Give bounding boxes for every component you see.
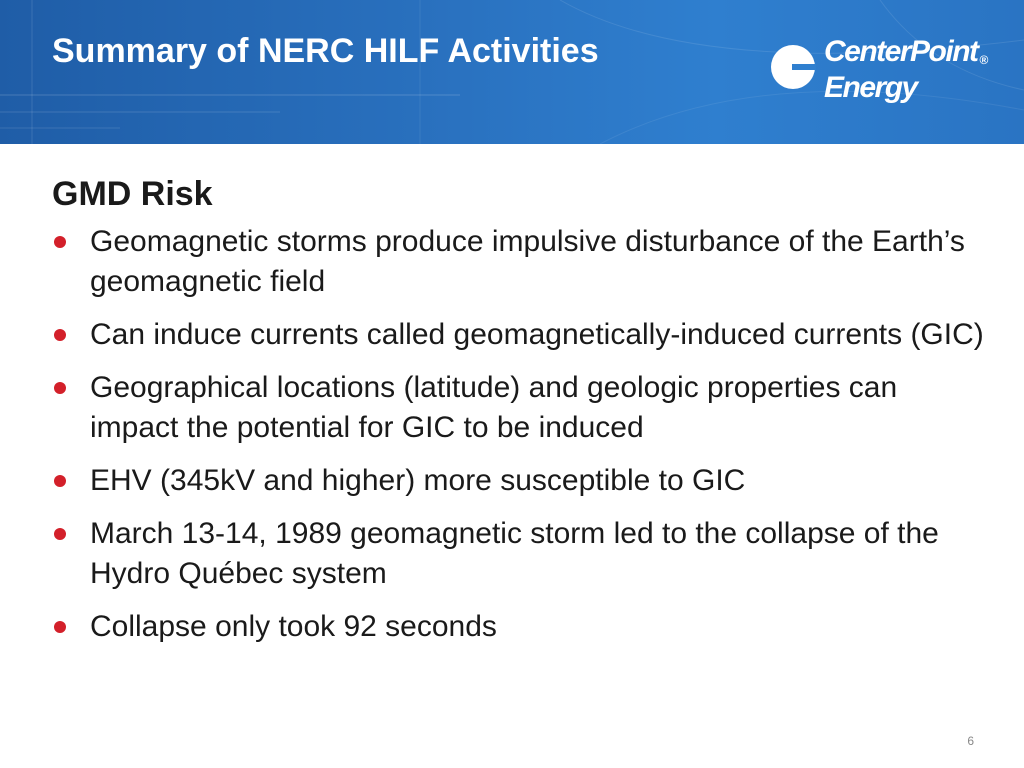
header-banner: [0, 0, 1024, 144]
bullet-dot-icon: [54, 329, 66, 341]
bullet-text: EHV (345kV and higher) more susceptible to GIC: [90, 464, 746, 497]
list-item: [52, 607, 992, 647]
page-number: 6: [967, 734, 974, 748]
slide-body: [52, 172, 992, 660]
list-item: [52, 315, 992, 355]
logo-line2: Energy: [824, 71, 917, 104]
bullet-text: Collapse only took 92 seconds: [90, 610, 497, 643]
centerpoint-logo-icon: [770, 44, 816, 90]
list-item: [52, 461, 992, 501]
logo-line1: CenterPoint: [824, 35, 978, 68]
slide-title: Summary of NERC HILF Activities: [52, 32, 599, 70]
logo-wordmark: [824, 34, 988, 106]
logo-registered-mark: ®: [979, 53, 989, 67]
bullet-text: Geographical locations (latitude) and geologic properties can impact the potential for GIC to be induced: [90, 371, 898, 444]
bullet-dot-icon: [54, 236, 66, 248]
section-heading: GMD Risk: [52, 175, 213, 213]
bullet-list: [52, 222, 992, 647]
list-item: [52, 514, 992, 594]
bullet-text: Geomagnetic storms produce impulsive disturbance of the Earth’s geomagnetic field: [90, 225, 965, 298]
bullet-text: Can induce currents called geomagnetically-induced currents (GIC): [90, 318, 984, 351]
bullet-dot-icon: [54, 382, 66, 394]
bullet-dot-icon: [54, 528, 66, 540]
bullet-dot-icon: [54, 621, 66, 633]
bullet-text: March 13-14, 1989 geomagnetic storm led to the collapse of the Hydro Québec system: [90, 517, 939, 590]
list-item: [52, 368, 992, 448]
centerpoint-energy-logo: [770, 34, 990, 110]
bullet-dot-icon: [54, 475, 66, 487]
list-item: [52, 222, 992, 302]
